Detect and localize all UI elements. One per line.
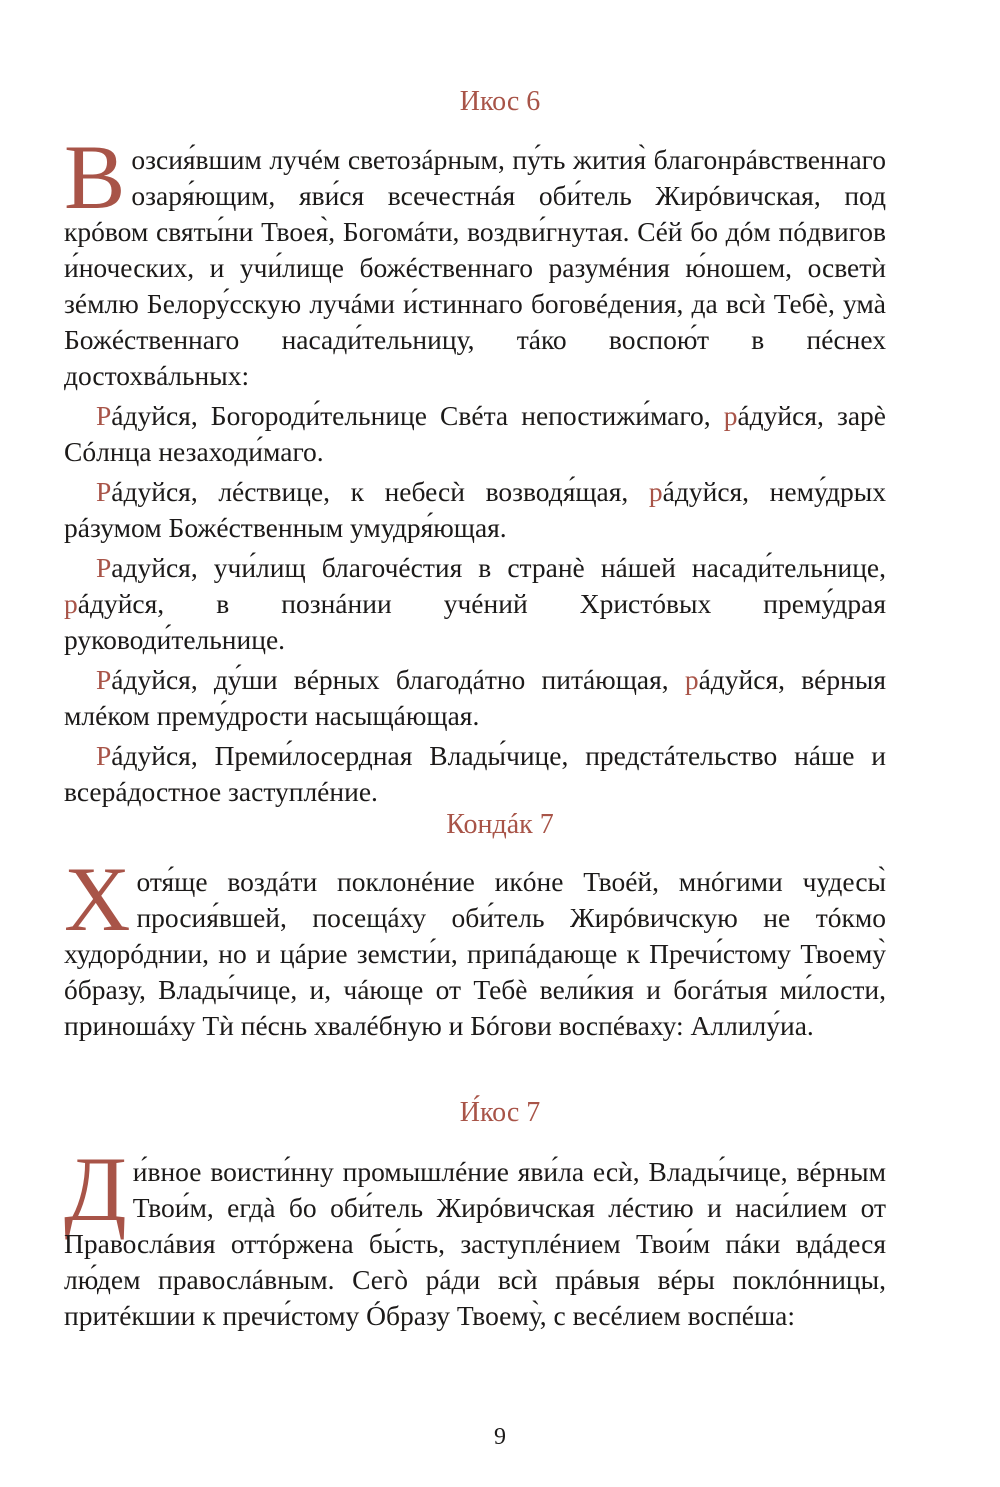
chant-initial: р [723,400,738,431]
dropcap-kh: Х [64,848,131,950]
chant-text: áдуйся, лéствице, к небесѝ возводя́щая, [111,476,649,507]
kondak-7-title: Кондáк 7 [446,809,554,840]
chant-initial: Р [96,552,112,583]
chant-text: áдуйся, вéрныя млéком прему́дрости насыщáющая. [64,664,886,731]
ikos-7-title: И́кос 7 [459,1097,541,1128]
chant-text: áдуйся, нему́дрых рáзумом Божéственным умудря́ющая. [64,476,886,543]
chant-text: áдуйся, в познáнии учéний Христóвых прему́драя руководи́тельнице. [64,588,886,655]
chant-text: áдуйся, Преми́лосердная Влады́чице, предстáтельство нáше и всерáдостное заступлéние. [64,740,886,807]
ikos-6-paragraph [64,126,886,394]
chant-initial: Р [96,476,112,507]
ikos-6-text: озсия́вшим лучéм светозáрным, пу́ть жития̀ благонрáвственнаго озаря́ющим, яви́ся всечестнáя оби́тель Жирóвичская, под крóвом святы́ни Твоея̀, Богомáти, воздви́гнутая. Сéй бо дóм пóдвигов и́ноческих, и учи́лище божéственнаго разумéния ю́ношем, осветѝ зéмлю Белору́сскую лучáми и́стиннаго боговéдения, да всѝ Тебѐ, умà Божéственнаго насади́тельницу, тáко воспою́т в пéснех достохвáльных: [64,144,886,391]
chant-3 [64,550,886,658]
chant-4 [64,662,886,734]
chant-initial: Р [96,740,112,771]
chant-text: áдуйся, Богороди́тельнице Свéта непостижи́маго, [111,400,724,431]
dropcap-v: В [64,126,126,228]
kondak-7-text: отя́ще воздáти поклонéние икóне Твоéй, мнóгими чудесы̀ просия́вшей, посещáху оби́тель Жирóвичскую не тóкмо худорóднии, но и цáрие земсти́и, припáдающе к Пречи́стому Твоему̀ óбразу, Влады́чице, и, чáюще от Тебѐ вели́кия и богáтыя ми́лости, приношáху Тѝ пéснь хвалéбную и Бóгови воспéваху: Аллилу́иа. [64,866,886,1041]
chant-initial: Р [96,664,112,695]
chant-initial: Р [96,400,112,431]
dropcap-d: Д [64,1138,127,1240]
kondak-7-paragraph [64,848,886,1044]
chant-1 [64,398,886,470]
chant-initial: р [64,588,78,619]
ikos-7-paragraph [64,1138,886,1334]
ikos-7-body [64,1138,886,1334]
ikos-6-body [64,126,886,810]
page-number: 9 [494,1424,506,1450]
chant-5 [64,738,886,810]
chant-text: áдуйся, зарѐ Сóлнца незаходи́маго. [64,400,886,467]
kondak-7-body [64,848,886,1044]
chant-initial: р [648,476,663,507]
chant-text: адуйся, учи́лищ благочéстия в странѐ нáшей насади́тельнице, [111,552,886,583]
chant-2 [64,474,886,546]
ikos-6-title: Икос 6 [459,86,541,117]
ikos-7-text: и́вное воисти́нну промышлéние яви́ла есѝ, Влады́чице, вéрным Твои́м, егдà бо оби́тель Жирóвичская лéстию и наси́лием от Правослáвия оттóржена бы́сть, заступлéнием Твои́м пáки вдáдеся лю́дем правослáвным. Сегò рáди всѝ прáвыя вéры поклóнницы, притéкшии к пречи́стому Óбразу Твоему̀, с весéлием воспéша: [64,1156,886,1331]
chant-text: áдуйся, ду́ши вéрных благодáтно питáющая, [111,664,685,695]
chant-initial: р [684,664,699,695]
